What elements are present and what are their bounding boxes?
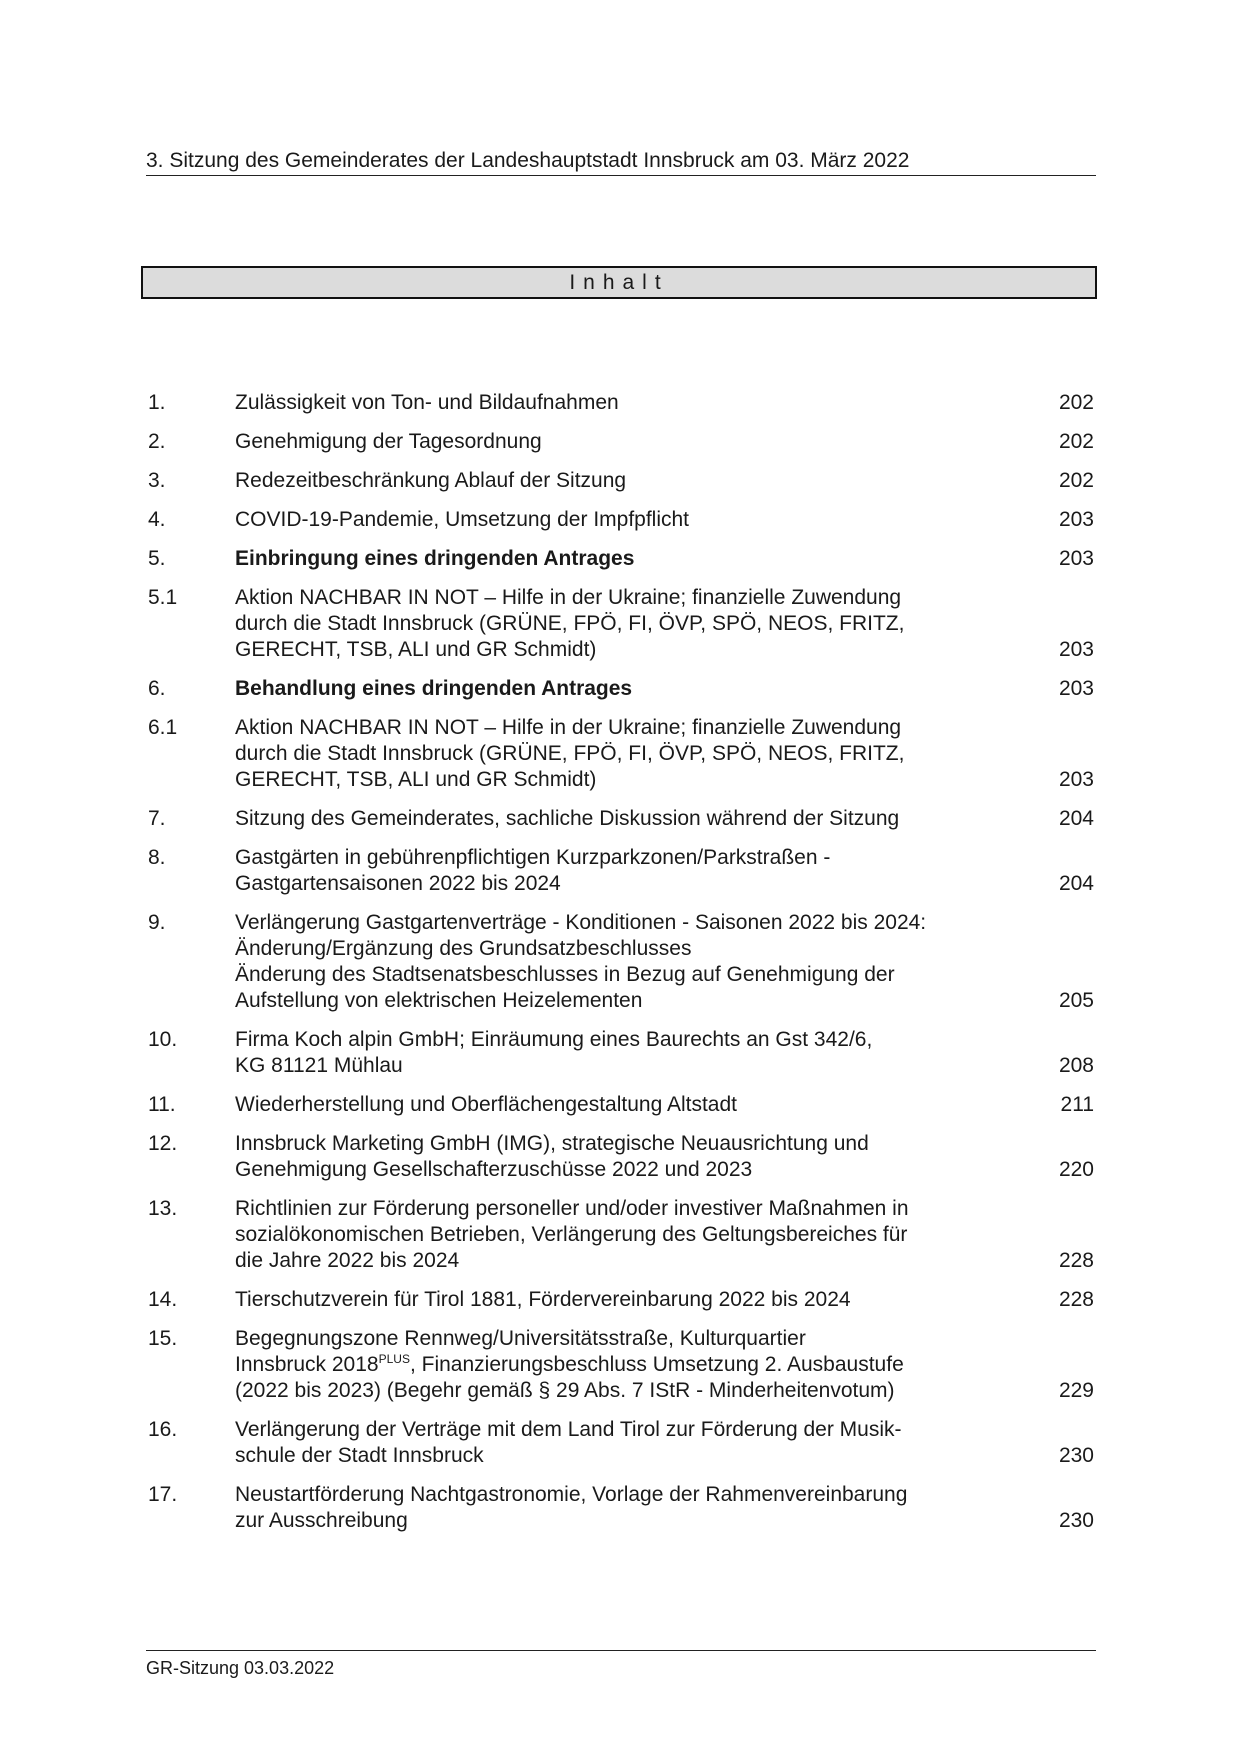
toc-entry-title-line: Neustartförderung Nachtgastronomie, Vorlage der Rahmenvereinbarung	[235, 1483, 908, 1506]
toc-entry-title-line: Einbringung eines dringenden Antrages	[235, 547, 635, 570]
toc-entry-title-line: GERECHT, TSB, ALI und GR Schmidt)	[235, 638, 597, 661]
toc-entry-title-line: COVID-19-Pandemie, Umsetzung der Impfpflicht	[235, 508, 690, 531]
toc-entry-number: 12.	[148, 1132, 178, 1155]
toc-entry-title	[235, 429, 995, 455]
toc-entry-page: 228	[1058, 1288, 1094, 1311]
toc-entry	[148, 1027, 1094, 1079]
toc-entry-title	[235, 1092, 995, 1118]
toc-entry-title-line: Firma Koch alpin GmbH; Einräumung eines Baurechts an Gst 342/6,	[235, 1028, 873, 1051]
toc-entry-title	[235, 507, 995, 533]
toc-entry-title-line: Sitzung des Gemeinderates, sachliche Diskussion während der Sitzung	[235, 807, 900, 830]
toc-entry-title	[235, 1131, 995, 1183]
toc-entry-title-line: zur Ausschreibung	[235, 1509, 408, 1532]
toc-entry-page: 220	[1058, 1158, 1094, 1181]
contents-heading: Inhalt	[141, 266, 1097, 299]
toc-entry-title	[235, 468, 995, 494]
toc-entry-number: 8.	[148, 846, 166, 869]
toc-entry-title-line: Tierschutzverein für Tirol 1881, Fördervereinbarung 2022 bis 2024	[235, 1288, 851, 1311]
toc-entry-number: 6.1	[148, 716, 178, 739]
toc-entry-title	[235, 845, 995, 897]
toc-entry-title-line: Änderung/Ergänzung des Grundsatzbeschlusses	[235, 937, 692, 960]
toc-entry-page: 208	[1058, 1054, 1094, 1077]
toc-entry-title	[235, 585, 995, 663]
toc-entry-number: 14.	[148, 1288, 178, 1311]
toc-entry	[148, 585, 1094, 663]
toc-entry-number: 6.	[148, 677, 166, 700]
toc-entry-title-line: (2022 bis 2023) (Begehr gemäß § 29 Abs. 7 IStR - Minderheitenvotum)	[235, 1379, 895, 1402]
toc-entry-number: 5.	[148, 547, 166, 570]
toc-entry-number: 5.1	[148, 586, 178, 609]
toc-entry-title-line: Zulässigkeit von Ton- und Bildaufnahmen	[235, 391, 619, 414]
toc-entry-page: 204	[1058, 807, 1094, 830]
toc-entry	[148, 1417, 1094, 1469]
toc-entry-page: 203	[1058, 677, 1094, 700]
toc-entry-title-line: Innsbruck $2018^{PLUS}$, Finanzierungsbeschluss Umsetzung 2. Ausbaustufe	[235, 1352, 904, 1376]
toc-entry-title-line: Verlängerung der Verträge mit dem Land Tirol zur Förderung der Musik-	[235, 1418, 902, 1441]
toc-entry-number: 16.	[148, 1418, 178, 1441]
toc-entry	[148, 1196, 1094, 1274]
toc-entry-title-line: KG 81121 Mühlau	[235, 1054, 403, 1077]
toc-entry-page: 203	[1058, 638, 1094, 661]
toc-entry-title-line: durch die Stadt Innsbruck (GRÜNE, FPÖ, FI, ÖVP, SPÖ, NEOS, FRITZ,	[235, 742, 905, 765]
toc-entry	[148, 845, 1094, 897]
page-footer: GR-Sitzung 03.03.2022	[146, 1650, 1096, 1679]
toc-entry-title-line: sozialökonomischen Betrieben, Verlängerung des Geltungsbereiches für	[235, 1223, 908, 1246]
toc-entry-title	[235, 1326, 995, 1404]
toc-entry-number: 15.	[148, 1327, 178, 1350]
toc-entry	[148, 1092, 1094, 1118]
toc-entry-title	[235, 1196, 995, 1274]
toc-entry	[148, 806, 1094, 832]
toc-entry-page: 205	[1058, 989, 1094, 1012]
toc-entry-page: 204	[1058, 872, 1094, 895]
toc-entry-title	[235, 1417, 995, 1469]
toc-entry-number: 10.	[148, 1028, 178, 1051]
toc-entry-title-line: Verlängerung Gastgartenverträge - Konditionen - Saisonen 2022 bis 2024:	[235, 911, 927, 934]
toc-entry-title-line: Aktion NACHBAR IN NOT – Hilfe in der Ukraine; finanzielle Zuwendung	[235, 716, 902, 739]
toc-entry	[148, 1131, 1094, 1183]
toc-entry	[148, 715, 1094, 793]
toc-entry-title	[235, 546, 995, 572]
toc-entry-title-line: Innsbruck Marketing GmbH (IMG), strategische Neuausrichtung und	[235, 1132, 869, 1155]
toc-entry-number: 11.	[148, 1093, 176, 1116]
toc-entry-title	[235, 390, 995, 416]
toc-entry-title-line: Änderung des Stadtsenatsbeschlusses in Bezug auf Genehmigung der	[235, 963, 895, 986]
toc-entry-title-line: die Jahre 2022 bis 2024	[235, 1249, 460, 1272]
toc-entry-title	[235, 715, 995, 793]
toc-entry-title-line: Richtlinien zur Förderung personeller und/oder investiver Maßnahmen in	[235, 1197, 909, 1220]
toc-entry-title-line: Aktion NACHBAR IN NOT – Hilfe in der Ukraine; finanzielle Zuwendung	[235, 586, 902, 609]
toc-entry-page: 202	[1058, 391, 1094, 414]
toc-entry-title-line: Begegnungszone Rennweg/Universitätsstraße, Kulturquartier	[235, 1327, 806, 1350]
toc-entry-number: 7.	[148, 807, 166, 830]
toc-entry-title	[235, 910, 995, 1014]
toc-entry-number: 3.	[148, 469, 166, 492]
toc-entry-title	[235, 1287, 995, 1313]
toc-entry-page: 230	[1058, 1444, 1094, 1467]
toc-entry-title-line: Genehmigung Gesellschafterzuschüsse 2022 und 2023	[235, 1158, 753, 1181]
toc-entry-number: 1.	[148, 391, 166, 414]
toc-entry-title-line: durch die Stadt Innsbruck (GRÜNE, FPÖ, FI, ÖVP, SPÖ, NEOS, FRITZ,	[235, 612, 905, 635]
toc-entry-title-line: Gastgärten in gebührenpflichtigen Kurzparkzonen/Parkstraßen -	[235, 846, 831, 869]
toc-entry-title-line: Genehmigung der Tagesordnung	[235, 430, 542, 453]
toc-entry	[148, 546, 1094, 572]
toc-entry-title	[235, 676, 995, 702]
toc-entry-number: 2.	[148, 430, 166, 453]
toc-entry-title-line: Gastgartensaisonen 2022 bis 2024	[235, 872, 561, 895]
toc-entry-page: 202	[1058, 469, 1094, 492]
toc-entry-page: 229	[1058, 1379, 1094, 1402]
toc-entry-title-line: schule der Stadt Innsbruck	[235, 1444, 484, 1467]
toc-entry-title-line: Aufstellung von elektrischen Heizelementen	[235, 989, 643, 1012]
toc-entry-page: 203	[1058, 508, 1094, 531]
toc-entry-page: 211	[1060, 1093, 1094, 1116]
toc-entry	[148, 910, 1094, 1014]
page-header: 3. Sitzung des Gemeinderates der Landeshauptstadt Innsbruck am 03. März 2022	[146, 149, 1096, 176]
toc-entry-title	[235, 806, 995, 832]
toc-entry-page: 230	[1058, 1509, 1094, 1532]
toc-entry-title-line: Behandlung eines dringenden Antrages	[235, 677, 633, 700]
superscript: PLUS	[378, 1352, 410, 1366]
toc-entry	[148, 1482, 1094, 1534]
table-of-contents	[148, 390, 1094, 1547]
toc-entry-title-line: GERECHT, TSB, ALI und GR Schmidt)	[235, 768, 597, 791]
toc-entry-title	[235, 1027, 995, 1079]
toc-entry-page: 202	[1058, 430, 1094, 453]
toc-entry-page: 203	[1058, 547, 1094, 570]
toc-entry-page: 203	[1058, 768, 1094, 791]
toc-entry-number: 13.	[148, 1197, 178, 1220]
toc-entry-title	[235, 1482, 995, 1534]
toc-entry-number: 17.	[148, 1483, 178, 1506]
toc-entry	[148, 1326, 1094, 1404]
toc-entry	[148, 468, 1094, 494]
toc-entry	[148, 676, 1094, 702]
toc-entry	[148, 507, 1094, 533]
toc-entry-number: 4.	[148, 508, 166, 531]
toc-entry-title-line: Wiederherstellung und Oberflächengestaltung Altstadt	[235, 1093, 737, 1116]
toc-entry-number: 9.	[148, 911, 166, 934]
toc-entry	[148, 1287, 1094, 1313]
toc-entry-title-line: Redezeitbeschränkung Ablauf der Sitzung	[235, 469, 627, 492]
toc-entry	[148, 390, 1094, 416]
toc-entry-page: 228	[1058, 1249, 1094, 1272]
toc-entry	[148, 429, 1094, 455]
